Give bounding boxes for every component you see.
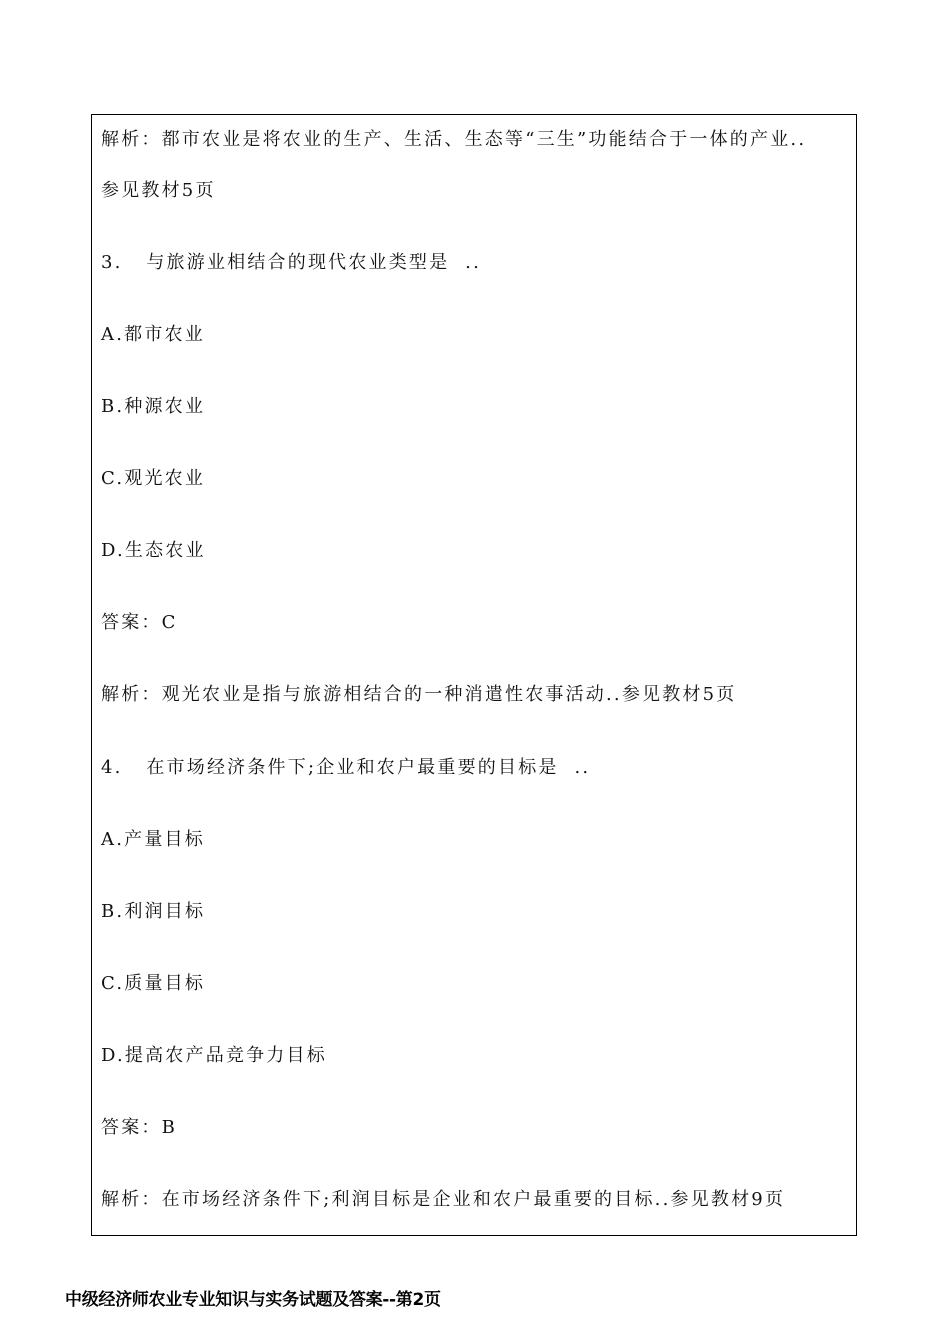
q4-option-c: C.质量目标 [101, 973, 206, 994]
q3-option-a: A.都市农业 [101, 324, 205, 345]
q4-option-d: D.提高农产品竞争力目标 [101, 1045, 327, 1066]
page-footer: 中级经济师农业专业知识与实务试题及答案--第2页 [65, 1290, 441, 1310]
q3-answer: 答案：C [101, 612, 178, 633]
question-4: 4. 在市场经济条件下;企业和农户最重要的目标是 .. [101, 757, 591, 778]
q3-explanation: 解析：观光农业是指与旅游相结合的一种消遣性农事活动..参见教材5页 [101, 684, 737, 705]
q3-option-d: D.生态农业 [101, 540, 206, 561]
q3-option-c: C.观光农业 [101, 468, 206, 489]
q3-option-b: B.种源农业 [101, 396, 206, 417]
explanation-q2: 解析：都市农业是将农业的生产、生活、生态等“三生”功能结合于一体的产业.. [101, 129, 807, 150]
q4-answer: 答案：B [101, 1117, 178, 1138]
q4-option-b: B.利润目标 [101, 901, 206, 922]
question-3: 3. 与旅游业相结合的现代农业类型是 .. [101, 252, 482, 273]
q4-option-a: A.产量目标 [101, 829, 205, 850]
q4-explanation: 解析：在市场经济条件下;利润目标是企业和农户最重要的目标..参见教材9页 [101, 1189, 786, 1210]
reference-q2: 参见教材5页 [101, 180, 216, 201]
